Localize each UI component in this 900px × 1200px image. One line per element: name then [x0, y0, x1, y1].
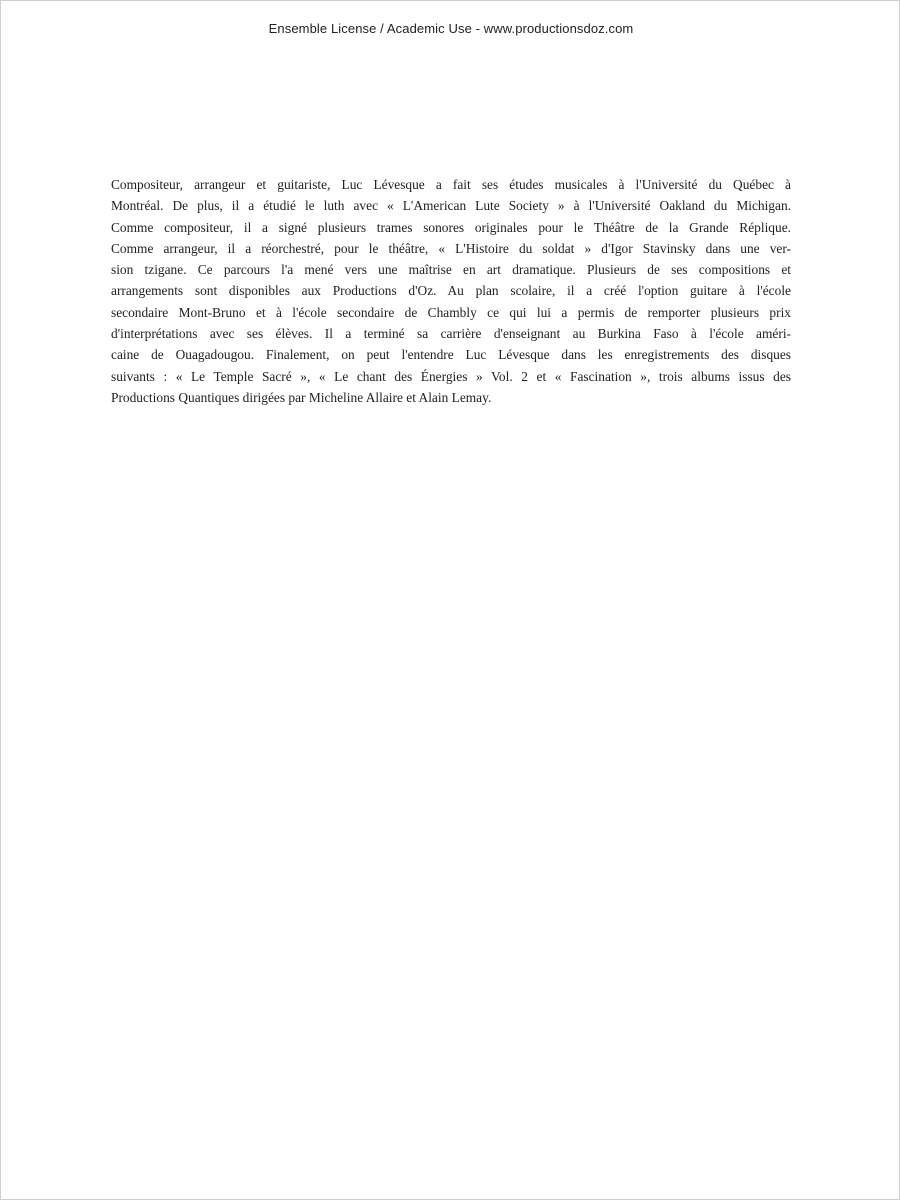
biography-line: Montréal. De plus, il a étudié le luth avec « L'American Lute Society » à l'Université Oakland du Michigan. — [111, 198, 791, 214]
biography-line: Productions Quantiques dirigées par Micheline Allaire et Alain Lemay. — [111, 389, 492, 405]
biography-line: Comme arrangeur, il a réorchestré, pour le théâtre, « L'Histoire du soldat » d'Igor Stavinsky dans une ver- — [111, 240, 791, 256]
biography-line: sion tzigane. Ce parcours l'a mené vers une maîtrise en art dramatique. Plusieurs de ses compositions et — [111, 262, 791, 278]
biography-line: Comme compositeur, il a signé plusieurs trames sonores originales pour le Théâtre de la Grande Réplique. — [111, 219, 791, 235]
biography-line: arrangements sont disponibles aux Productions d'Oz. Au plan scolaire, il a créé l'option guitare à l'école — [111, 283, 791, 299]
biography-line: caine de Ouagadougou. Finalement, on peut l'entendre Luc Lévesque dans les enregistrements des disques — [111, 347, 791, 363]
biography-line: Compositeur, arrangeur et guitariste, Luc Lévesque a fait ses études musicales à l'Université du Québec à — [111, 177, 791, 192]
biography-line: suivants : « Le Temple Sacré », « Le chant des Énergies » Vol. 2 et « Fascination », trois albums issus des — [111, 368, 791, 384]
license-header: Ensemble License / Academic Use - www.productionsdoz.com — [268, 21, 634, 36]
biography-paragraph — [111, 174, 791, 408]
biography-line: d'interprétations avec ses élèves. Il a terminé sa carrière d'enseignant au Burkina Faso à l'école améri- — [111, 326, 791, 342]
biography-line: secondaire Mont-Bruno et à l'école secondaire de Chambly ce qui lui a permis de remporter plusieurs prix — [111, 304, 791, 320]
